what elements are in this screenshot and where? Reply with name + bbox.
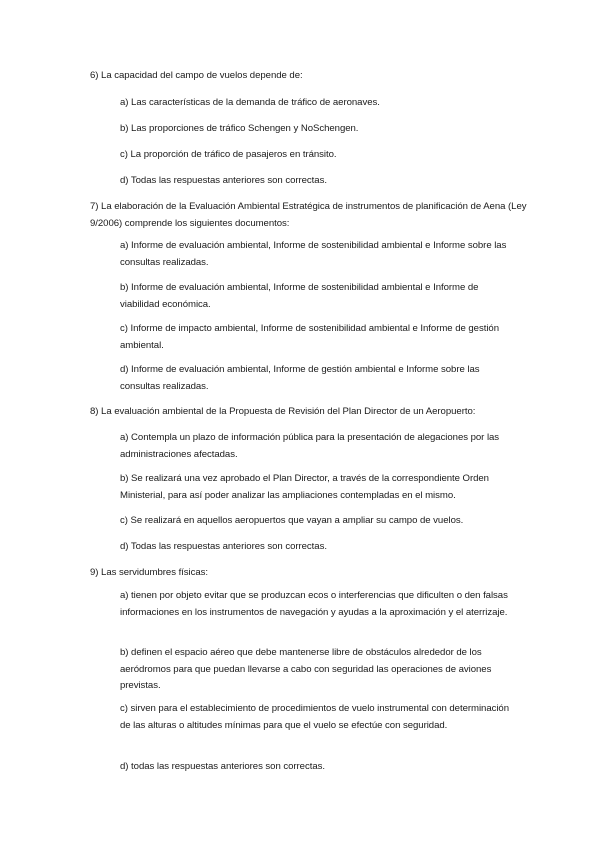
question-9: 9) Las servidumbres físicas: [90,567,209,578]
q7-option-a: a) Informe de evaluación ambiental, Informe de sostenibilidad ambiental e Informe sobre las consultas realizadas. [120,240,507,268]
q8-option-c: c) Se realizará en aquellos aeropuertos que vayan a ampliar su campo de vuelos. [120,515,464,526]
question-8: 8) La evaluación ambiental de la Propuesta de Revisión del Plan Director de un Aeropuerto: [90,406,476,417]
question-7: 7) La elaboración de la Evaluación Ambiental Estratégica de instrumentos de planificación de Aena (Ley 9/2006) comprende los siguientes documentos: [90,201,527,229]
q6-option-d: d) Todas las respuestas anteriores son correctas. [120,175,327,186]
q7-option-b: b) Informe de evaluación ambiental, Informe de sostenibilidad ambiental e Informe de viabilidad económica. [120,282,479,310]
q9-option-c: c) sirven para el establecimiento de procedimientos de vuelo instrumental con determinación de las alturas o altitudes mínimas para que el vuelo se efectúe con seguridad. [120,703,510,731]
q8-option-a: a) Contempla un plazo de información pública para la presentación de alegaciones por las administraciones afectadas. [120,432,500,460]
q9-option-d: d) todas las respuestas anteriores son correctas. [120,761,325,772]
q6-option-a: a) Las características de la demanda de tráfico de aeronaves. [120,97,380,108]
q7-option-c: c) Informe de impacto ambiental, Informe de sostenibilidad ambiental e Informe de gestión ambiental. [120,323,499,351]
question-6: 6) La capacidad del campo de vuelos depende de: [90,70,303,81]
q9-option-a: a) tienen por objeto evitar que se produzcan ecos o interferencias que dificulten o den falsas informaciones en los instrumentos de navegación y ayudas a la aproximación y el aterrizaje. [120,590,508,618]
q6-option-b: b) Las proporciones de tráfico Schengen y NoSchengen. [120,123,359,134]
q8-option-d: d) Todas las respuestas anteriores son correctas. [120,541,327,552]
q9-option-b: b) definen el espacio aéreo que debe mantenerse libre de obstáculos alrededor de los aeródromos para que puedan llevarse a cabo con seguridad las operaciones de aviones previstas. [120,647,492,691]
q6-option-c: c) La proporción de tráfico de pasajeros en tránsito. [120,149,337,160]
q7-option-d: d) Informe de evaluación ambiental, Informe de gestión ambiental e Informe sobre las consultas realizadas. [120,364,480,392]
q8-option-b: b) Se realizará una vez aprobado el Plan Director, a través de la correspondiente Orden Ministerial, para así poder analizar las ampliaciones contempladas en el mismo. [120,473,489,501]
